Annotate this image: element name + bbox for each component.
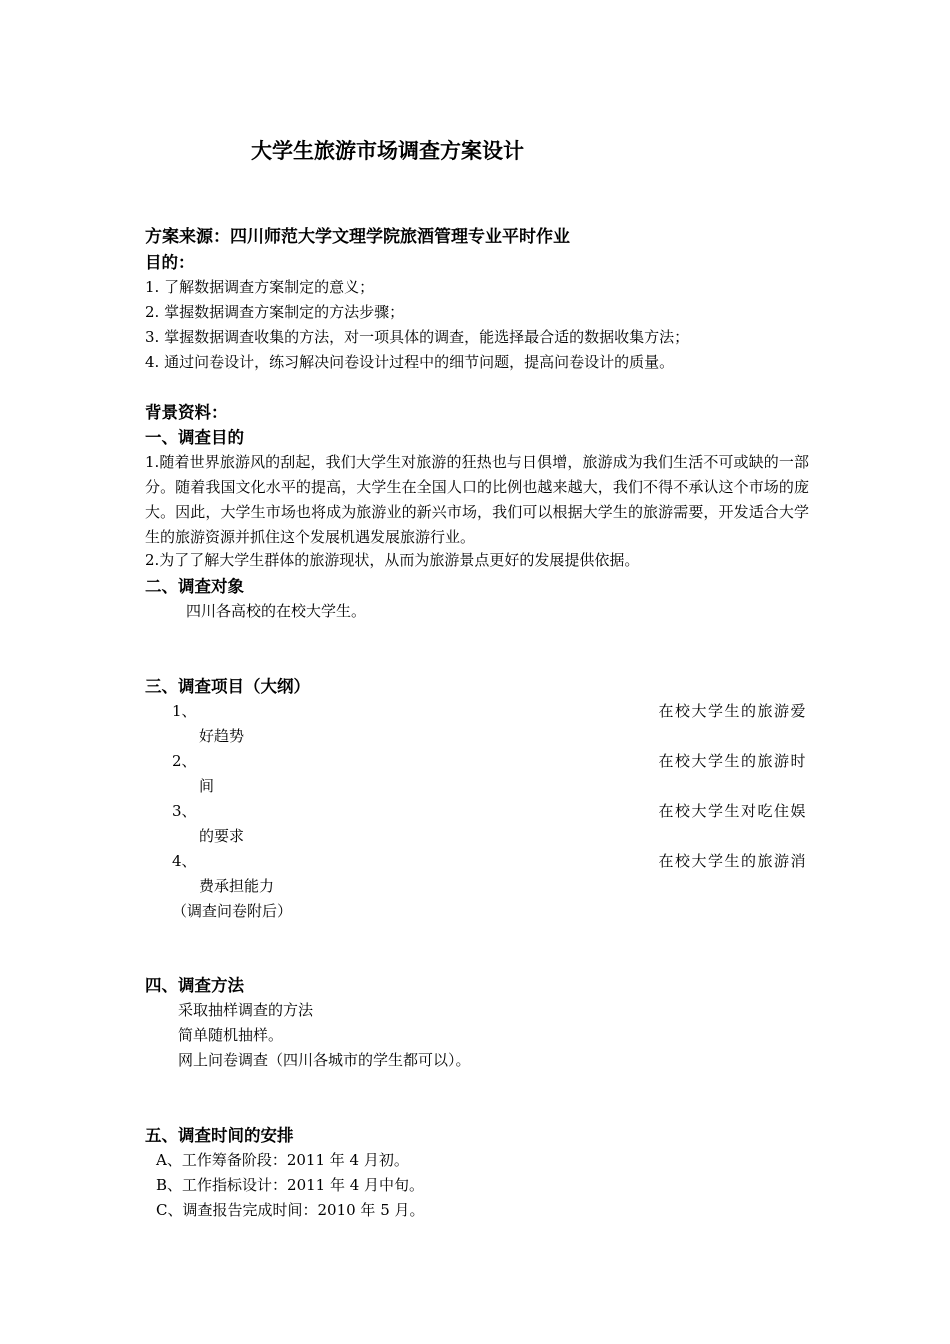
purpose-item: 2. 掌握数据调查方案制定的方法步骤； <box>145 303 405 321</box>
purpose-item: 4. 通过问卷设计，练习解决问卷设计过程中的细节问题，提高问卷设计的质量。 <box>145 353 675 371</box>
purpose-item: 3. 掌握数据调查收集的方法，对一项具体的调查，能选择最合适的数据收集方法； <box>145 328 690 346</box>
schedule-line: C、调查报告完成时间：2010 年 5 月。 <box>156 1201 425 1219</box>
method-line: 网上问卷调查（四川各城市的学生都可以）。 <box>178 1051 471 1069</box>
section-heading-target: 二、调查对象 <box>145 577 244 596</box>
purpose-heading: 目的： <box>145 253 195 272</box>
method-line: 简单随机抽样。 <box>178 1026 284 1044</box>
purpose-item: 1. 了解数据调查方案制定的意义； <box>145 278 375 296</box>
section-heading-schedule: 五、调查时间的安排 <box>145 1126 294 1145</box>
questionnaire-note: （调查问卷附后） <box>172 902 293 920</box>
background-heading: 背景资料： <box>145 403 228 422</box>
outline-item-continuation: 间 <box>199 777 215 795</box>
outline-item-text: 在校大学生对吃住娱 <box>658 802 807 820</box>
target-text: 四川各高校的在校大学生。 <box>186 602 367 620</box>
outline-item-continuation: 费承担能力 <box>199 877 275 895</box>
document-title: 大学生旅游市场调查方案设计 <box>251 139 524 163</box>
outline-item-text: 在校大学生的旅游时 <box>658 752 807 770</box>
purpose-paragraph-2: 2.为了了解大学生群体的旅游现状，从而为旅游景点更好的发展提供依据。 <box>145 551 640 569</box>
outline-item-continuation: 的要求 <box>199 827 245 845</box>
section-heading-method: 四、调查方法 <box>145 976 244 995</box>
outline-item-text: 在校大学生的旅游爱 <box>658 702 807 720</box>
outline-item-number: 2、 <box>172 752 197 770</box>
outline-item-number: 1、 <box>172 702 197 720</box>
outline-item-number: 3、 <box>172 802 197 820</box>
source-line: 方案来源：四川师范大学文理学院旅酒管理专业平时作业 <box>145 227 570 247</box>
outline-item-number: 4、 <box>172 852 197 870</box>
section-heading-purpose: 一、调查目的 <box>145 428 244 447</box>
schedule-line: B、工作指标设计：2011 年 4 月中旬。 <box>156 1176 425 1194</box>
outline-item-text: 在校大学生的旅游消 <box>658 852 807 870</box>
section-heading-items: 三、调查项目（大纲） <box>145 677 310 696</box>
outline-item-continuation: 好趋势 <box>199 727 245 745</box>
schedule-line: A、工作筹备阶段：2011 年 4 月初。 <box>156 1151 409 1169</box>
method-line: 采取抽样调查的方法 <box>178 1001 314 1019</box>
purpose-paragraph-1: 1.随着世界旅游风的刮起，我们大学生对旅游的狂热也与日俱增，旅游成为我们生活不可或缺的一部分。随着我国文化水平的提高，大学生在全国人口的比例也越来越大，我们不得不承认这个市场的庞大。因此，大学生市场也将成为旅游业的新兴市场，我们可以根据大学生的旅游需要，开发适合大学生的旅游资源并抓住这个发展机遇发展旅游行业。 <box>145 453 809 546</box>
